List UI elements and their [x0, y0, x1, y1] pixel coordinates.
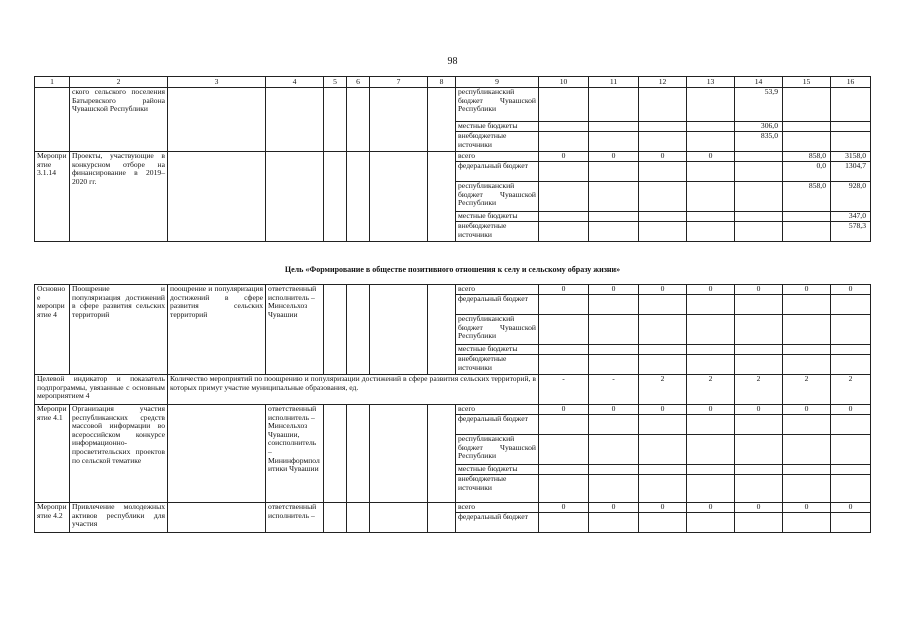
cell — [370, 88, 428, 152]
cell — [589, 222, 639, 242]
source-cell: местные бюджеты — [456, 465, 539, 475]
cell — [324, 152, 347, 242]
cell — [589, 345, 639, 355]
value-cell: 0 — [687, 152, 735, 162]
cell — [831, 465, 871, 475]
value-cell: 3158,0 — [831, 152, 871, 162]
cell — [428, 503, 456, 533]
name-cell: Привлечение молодежных активов республики для участия — [70, 503, 168, 533]
cell — [639, 132, 687, 152]
value-cell: 928,0 — [831, 182, 871, 212]
cell — [539, 182, 589, 212]
cell — [687, 222, 735, 242]
value-cell: 858,0 — [783, 182, 831, 212]
header-cell: 3 — [168, 77, 266, 88]
cell — [639, 345, 687, 355]
cell — [687, 212, 735, 222]
value-cell: 306,0 — [735, 122, 783, 132]
code-cell: Мероприятие 3.1.14 — [35, 152, 70, 242]
source-cell: республиканский бюджет Чувашской Республики — [456, 315, 539, 345]
source-cell: внебюджетные источники — [456, 475, 539, 503]
value-cell: 0 — [783, 503, 831, 513]
budget-table-bottom — [34, 284, 871, 533]
cell — [589, 295, 639, 315]
value-cell: - — [539, 375, 589, 405]
cell — [831, 475, 871, 503]
value-cell: 0 — [639, 405, 687, 415]
source-cell: всего — [456, 285, 539, 295]
cell — [370, 503, 428, 533]
cell — [589, 212, 639, 222]
cell — [783, 345, 831, 355]
indicator-label: Целевой индикатор и показатель подпрограммы, увязанные с основным мероприятием 4 — [35, 375, 168, 405]
source-cell: внебюджетные источники — [456, 132, 539, 152]
cell — [539, 465, 589, 475]
cell — [539, 88, 589, 122]
table-row — [35, 503, 871, 513]
cell — [589, 465, 639, 475]
value-cell: 858,0 — [783, 152, 831, 162]
cell — [639, 475, 687, 503]
cell — [589, 88, 639, 122]
cell — [539, 122, 589, 132]
cell — [324, 88, 347, 152]
source-cell: местные бюджеты — [456, 122, 539, 132]
executor-cell: ответственный исполнитель – — [266, 503, 324, 533]
cell — [687, 513, 735, 533]
value-cell: 0 — [539, 503, 589, 513]
cell — [783, 355, 831, 375]
cell — [783, 465, 831, 475]
cell — [370, 285, 428, 375]
cell — [783, 415, 831, 435]
cell — [735, 222, 783, 242]
cell — [831, 355, 871, 375]
header-cell: 4 — [266, 77, 324, 88]
value-cell: 0 — [783, 285, 831, 295]
value-cell: 2 — [639, 375, 687, 405]
table-row — [35, 285, 871, 295]
value-cell: 0 — [831, 405, 871, 415]
cell — [735, 315, 783, 345]
code-cell — [35, 88, 70, 152]
source-cell: республиканский бюджет Чувашской Республики — [456, 88, 539, 122]
cell — [687, 315, 735, 345]
cell — [831, 345, 871, 355]
cell — [539, 513, 589, 533]
cell — [639, 122, 687, 132]
cell — [639, 415, 687, 435]
cell — [687, 475, 735, 503]
cell — [735, 415, 783, 435]
header-cell: 14 — [735, 77, 783, 88]
cell — [589, 415, 639, 435]
cell — [687, 435, 735, 465]
cell — [735, 513, 783, 533]
cell — [266, 88, 324, 152]
cell — [589, 475, 639, 503]
value-cell: 2 — [687, 375, 735, 405]
value-cell: 0 — [735, 503, 783, 513]
cell — [735, 475, 783, 503]
header-cell: 16 — [831, 77, 871, 88]
cell — [370, 152, 428, 242]
header-cell: 7 — [370, 77, 428, 88]
cell — [639, 315, 687, 345]
cell — [735, 355, 783, 375]
value-cell: 0 — [539, 152, 589, 162]
cell — [783, 475, 831, 503]
cell — [831, 435, 871, 465]
cell — [347, 503, 370, 533]
cell — [783, 132, 831, 152]
source-cell: всего — [456, 503, 539, 513]
cell — [687, 182, 735, 212]
header-cell: 15 — [783, 77, 831, 88]
value-cell: - — [589, 375, 639, 405]
cell — [831, 295, 871, 315]
source-cell: внебюджетные источники — [456, 355, 539, 375]
code-cell: Мероприятие 4.1 — [35, 405, 70, 503]
cell — [324, 285, 347, 375]
cell — [735, 465, 783, 475]
cell — [539, 132, 589, 152]
source-cell: местные бюджеты — [456, 212, 539, 222]
value-cell: 1304,7 — [831, 162, 871, 182]
cell — [539, 415, 589, 435]
value-cell: 835,0 — [735, 132, 783, 152]
value-cell: 0 — [639, 152, 687, 162]
cell — [347, 405, 370, 503]
cell — [639, 513, 687, 533]
executor-cell: ответственный исполнитель – Минсельхоз Чувашии, соисполнитель – Мининформполитики Чувашии — [266, 405, 324, 503]
cell — [589, 162, 639, 182]
cell — [687, 465, 735, 475]
header-cell: 11 — [589, 77, 639, 88]
value-cell: 0 — [589, 405, 639, 415]
name-cell: ского сельского поселения Батыревского района Чувашской Республики — [70, 88, 168, 152]
cell — [539, 162, 589, 182]
cell — [831, 315, 871, 345]
cell — [347, 88, 370, 152]
name-cell: Поощрение и популяризация достижений в сфере развития сельских территорий — [70, 285, 168, 375]
cell — [589, 132, 639, 152]
value-cell: 0 — [589, 285, 639, 295]
header-cell: 1 — [35, 77, 70, 88]
cell — [428, 405, 456, 503]
cell — [735, 295, 783, 315]
cell — [539, 355, 589, 375]
executor-cell: ответственный исполнитель – Минсельхоз Чувашии — [266, 285, 324, 375]
cell — [428, 285, 456, 375]
source-cell: республиканский бюджет Чувашской Республики — [456, 435, 539, 465]
cell — [735, 435, 783, 465]
table-row — [35, 405, 871, 415]
cell — [783, 295, 831, 315]
value-cell: 0 — [831, 285, 871, 295]
cell — [687, 355, 735, 375]
table-row — [35, 88, 871, 122]
value-cell: 2 — [831, 375, 871, 405]
cell — [639, 465, 687, 475]
source-cell: федеральный бюджет — [456, 162, 539, 182]
indicator-row — [35, 375, 871, 405]
cell — [639, 222, 687, 242]
cell: поощрение и популяризация достижений в сфере развития сельских территорий — [168, 285, 266, 375]
value-cell — [735, 152, 783, 162]
cell — [735, 345, 783, 355]
page-number: 98 — [447, 56, 458, 67]
cell — [687, 295, 735, 315]
cell — [783, 88, 831, 122]
value-cell: 0 — [831, 503, 871, 513]
cell — [589, 315, 639, 345]
cell — [428, 152, 456, 242]
cell — [539, 315, 589, 345]
cell — [639, 212, 687, 222]
value-cell: 0 — [735, 285, 783, 295]
source-cell: всего — [456, 405, 539, 415]
source-cell: местные бюджеты — [456, 345, 539, 355]
cell — [639, 162, 687, 182]
cell — [783, 222, 831, 242]
cell — [589, 122, 639, 132]
cell — [428, 88, 456, 152]
cell — [831, 513, 871, 533]
cell — [347, 285, 370, 375]
cell — [639, 295, 687, 315]
cell — [347, 152, 370, 242]
cell — [639, 88, 687, 122]
source-cell: федеральный бюджет — [456, 513, 539, 533]
cell — [370, 405, 428, 503]
cell — [539, 295, 589, 315]
cell — [687, 415, 735, 435]
value-cell: 0 — [783, 405, 831, 415]
cell — [539, 475, 589, 503]
goal-heading: Цель «Формирование в обществе позитивного отношения к селу и сельскому образу жизни» — [284, 265, 621, 274]
cell — [783, 212, 831, 222]
value-cell: 0 — [687, 285, 735, 295]
code-cell: Мероприятие 4.2 — [35, 503, 70, 533]
cell — [589, 355, 639, 375]
cell — [168, 152, 266, 242]
cell — [831, 88, 871, 122]
name-cell: Проекты, участвующие в конкурсном отборе на финансирование в 2019–2020 гг. — [70, 152, 168, 242]
header-cell: 5 — [324, 77, 347, 88]
value-cell: 0 — [589, 152, 639, 162]
header-cell: 13 — [687, 77, 735, 88]
cell — [735, 162, 783, 182]
cell — [639, 182, 687, 212]
cell — [687, 122, 735, 132]
value-cell: 0 — [589, 503, 639, 513]
cell — [687, 345, 735, 355]
source-cell: внебюджетные источники — [456, 222, 539, 242]
value-cell: 0 — [687, 503, 735, 513]
cell — [589, 513, 639, 533]
cell — [589, 182, 639, 212]
code-cell: Основное мероприятие 4 — [35, 285, 70, 375]
source-cell: республиканский бюджет Чувашской Республики — [456, 182, 539, 212]
indicator-text: Количество мероприятий по поощрению и популяризации достижений в сфере развития сельских территорий, в которых примут участие муниципальные образования, ед. — [168, 375, 539, 405]
source-cell: всего — [456, 152, 539, 162]
value-cell: 0 — [735, 405, 783, 415]
cell — [168, 88, 266, 152]
value-cell: 0 — [639, 285, 687, 295]
header-cell: 10 — [539, 77, 589, 88]
cell — [783, 435, 831, 465]
table-row — [35, 152, 871, 162]
header-cell: 2 — [70, 77, 168, 88]
cell — [639, 435, 687, 465]
value-cell: 53,9 — [735, 88, 783, 122]
cell — [639, 355, 687, 375]
value-cell: 0,0 — [783, 162, 831, 182]
cell — [735, 182, 783, 212]
cell — [539, 222, 589, 242]
cell — [589, 435, 639, 465]
header-cell: 9 — [456, 77, 539, 88]
value-cell: 578,3 — [831, 222, 871, 242]
cell — [687, 162, 735, 182]
cell — [168, 503, 266, 533]
source-cell: федеральный бюджет — [456, 415, 539, 435]
cell — [831, 415, 871, 435]
header-cell: 8 — [428, 77, 456, 88]
cell — [831, 122, 871, 132]
cell — [831, 132, 871, 152]
header-row — [35, 77, 871, 88]
cell — [735, 212, 783, 222]
value-cell: 2 — [735, 375, 783, 405]
cell — [783, 315, 831, 345]
name-cell: Организация участия республиканских средств массовой информации во всероссийском конкурсе информационно-просветительских проектов по сельской тематике — [70, 405, 168, 503]
cell — [266, 152, 324, 242]
cell — [687, 132, 735, 152]
cell — [168, 405, 266, 503]
value-cell: 347,0 — [831, 212, 871, 222]
cell — [324, 405, 347, 503]
header-cell: 6 — [347, 77, 370, 88]
header-cell: 12 — [639, 77, 687, 88]
source-cell: федеральный бюджет — [456, 295, 539, 315]
cell — [324, 503, 347, 533]
cell — [687, 88, 735, 122]
cell — [539, 435, 589, 465]
value-cell: 0 — [639, 503, 687, 513]
value-cell: 0 — [539, 285, 589, 295]
value-cell: 0 — [539, 405, 589, 415]
cell — [783, 513, 831, 533]
cell — [539, 212, 589, 222]
value-cell: 0 — [687, 405, 735, 415]
budget-table-top — [34, 76, 871, 242]
value-cell: 2 — [783, 375, 831, 405]
cell — [783, 122, 831, 132]
cell — [539, 345, 589, 355]
